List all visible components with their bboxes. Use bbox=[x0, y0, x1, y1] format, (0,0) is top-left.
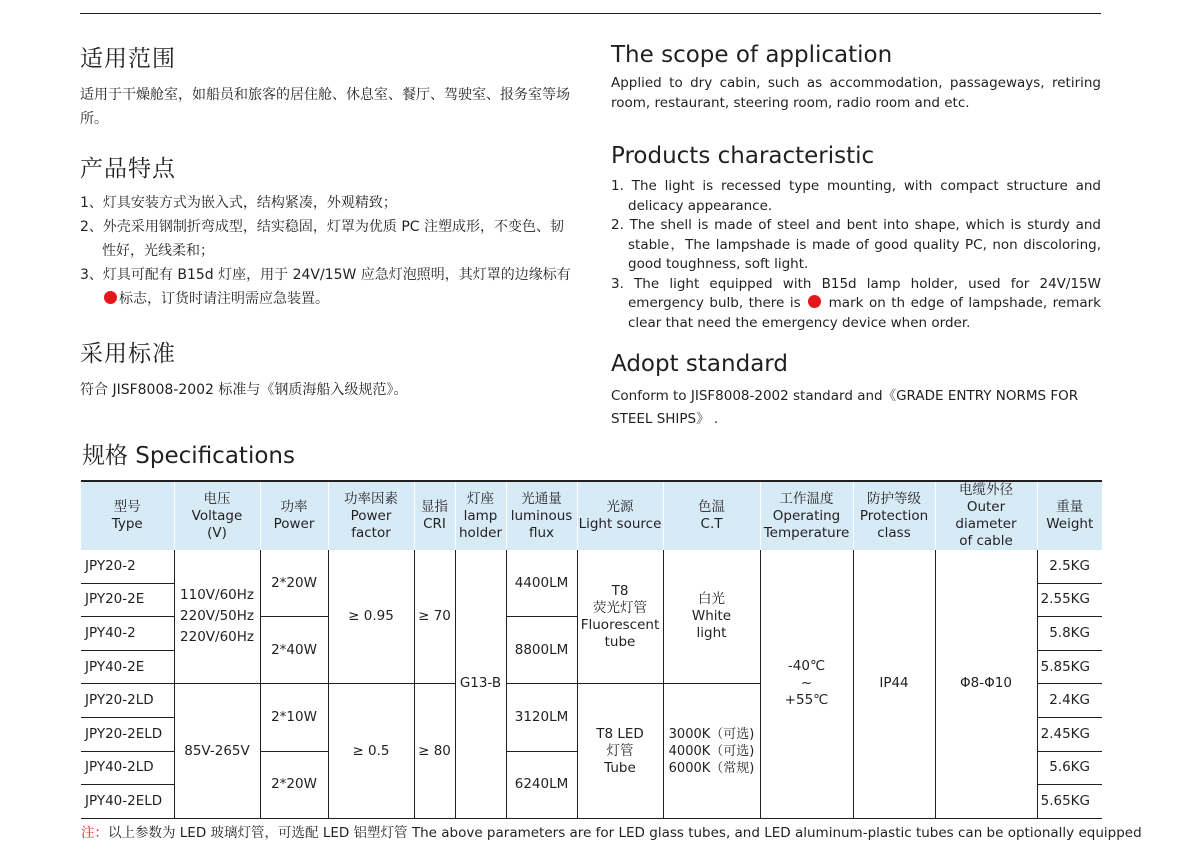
cell-light-source: T8 荧光灯管 Fluorescent tube bbox=[577, 550, 663, 684]
cell-type: JPY40-2ELD bbox=[81, 785, 174, 819]
col-header-weight: 重量 Weight bbox=[1037, 481, 1102, 550]
cell-weight: 5.85KG bbox=[1037, 650, 1102, 684]
col-header-color-temp: 色温 C.T bbox=[663, 481, 760, 550]
en-column bbox=[611, 42, 1101, 431]
standard-title-zh: 采用标准 bbox=[80, 341, 176, 367]
feature-item3-zh-a: 3、灯具可配有 B15d 灯座，用于 24V/15W 应急灯泡照明，其灯罩的边缘标有 bbox=[80, 267, 571, 283]
col-header-lamp-holder: 灯座 lamp holder bbox=[455, 481, 506, 550]
feature-item-zh: 1、灯具安装方式为嵌入式，结构紧凑，外观精致； bbox=[80, 195, 397, 211]
cell-light-source: T8 LED 灯管 Tube bbox=[577, 684, 663, 818]
feature-item3-en-b: mark on th edge of lampshade, remark clear that need the emergency device when order. bbox=[628, 295, 1101, 331]
col-header-power: 功率 Power bbox=[260, 481, 328, 550]
cell-weight: 2.5KG bbox=[1037, 550, 1102, 583]
table-row bbox=[81, 550, 1102, 583]
cell-flux: 8800LM bbox=[506, 617, 577, 684]
col-header-light-source: 光源 Light source bbox=[577, 481, 663, 550]
specifications-title: 规格 Specifications bbox=[82, 443, 295, 469]
standard-text-en: Conform to JISF8008-2002 standard and《GRADE ENTRY NORMS FOR STEEL SHIPS》 . bbox=[611, 388, 1079, 427]
cell-type: JPY40-2 bbox=[81, 617, 174, 651]
cell-weight: 2.55KG bbox=[1037, 583, 1102, 617]
scope-title-zh: 适用范围 bbox=[80, 46, 176, 72]
scope-text-en: Applied to dry cabin, such as accommodation, passageways, retiring room, restaurant, steering room, radio room and etc. bbox=[611, 75, 1101, 111]
col-header-protection: 防护等级 Protection class bbox=[853, 481, 935, 550]
feature-item-en: 2. The shell is made of steel and bent into shape, which is sturdy and stable，The lampshade is made of good quality PC, non discoloring, good toughness, soft light. bbox=[611, 217, 1101, 272]
footnote-label: 注： bbox=[81, 825, 108, 841]
col-header-cable: 电缆外径 Outer diameter of cable bbox=[935, 481, 1037, 550]
cell-weight: 2.4KG bbox=[1037, 684, 1102, 718]
footnote-text: 以上参数为 LED 玻璃灯管，可选配 LED 铝塑灯管 The above parameters are for LED glass tubes, and LED aluminum-plastic tubes can be optionally equipped bbox=[108, 825, 1142, 841]
cell-power: 2*40W bbox=[260, 617, 328, 684]
red-dot-mark-icon bbox=[104, 291, 117, 304]
cell-type: JPY20-2E bbox=[81, 583, 174, 617]
col-header-cri: 显指 CRI bbox=[414, 481, 455, 550]
feature-item-zh: 2、外壳采用钢制折弯成型，结实稳固，灯罩为优质 PC 注塑成形，不变色、韧性好，光线柔和； bbox=[80, 219, 565, 259]
scope-title-en: The scope of application bbox=[611, 42, 893, 68]
cell-weight: 2.45KG bbox=[1037, 717, 1102, 751]
col-header-power-factor: 功率因素 Power factor bbox=[328, 481, 414, 550]
cell-temperature: -40℃ ~ +55℃ bbox=[760, 550, 853, 818]
cell-weight: 5.8KG bbox=[1037, 617, 1102, 651]
specifications-table bbox=[81, 480, 1102, 819]
feature-item3-en-a: 3. The light equipped with B15d lamp holder, used for 24V/15W emergency bulb, there is bbox=[611, 275, 1101, 311]
cell-cri: ≥ 80 bbox=[414, 684, 455, 818]
cell-type: JPY40-2LD bbox=[81, 751, 174, 785]
cell-power: 2*20W bbox=[260, 550, 328, 617]
cell-power: 2*10W bbox=[260, 684, 328, 751]
feature-item-zh bbox=[80, 263, 575, 311]
cell-cri: ≥ 70 bbox=[414, 550, 455, 684]
col-header-voltage: 电压 Voltage (V) bbox=[174, 481, 260, 550]
table-header-row bbox=[81, 481, 1102, 550]
cell-flux: 6240LM bbox=[506, 751, 577, 818]
feature-item-en bbox=[611, 275, 1101, 334]
col-header-type: 型号 Type bbox=[81, 481, 174, 550]
feature-item-en: 1. The light is recessed type mounting, with compact structure and delicacy appearance. bbox=[611, 178, 1101, 214]
cell-power-factor: ≥ 0.95 bbox=[328, 550, 414, 684]
cell-lamp-holder: G13-B bbox=[455, 550, 506, 818]
cell-weight: 5.65KG bbox=[1037, 785, 1102, 819]
cell-cable: Φ8-Φ10 bbox=[935, 550, 1037, 818]
cell-color-temp: 白光 White light bbox=[663, 550, 760, 684]
cell-type: JPY20-2LD bbox=[81, 684, 174, 718]
top-rule bbox=[80, 13, 1101, 14]
cell-flux: 4400LM bbox=[506, 550, 577, 617]
red-dot-mark-icon bbox=[808, 295, 821, 308]
cell-power: 2*20W bbox=[260, 751, 328, 818]
standard-text-zh: 符合 JISF8008-2002 标准与《钢质海船入级规范》。 bbox=[80, 382, 408, 398]
cell-type: JPY20-2ELD bbox=[81, 717, 174, 751]
cell-type: JPY40-2E bbox=[81, 650, 174, 684]
standard-title-en: Adopt standard bbox=[611, 351, 788, 377]
features-title-en: Products characteristic bbox=[611, 143, 875, 169]
scope-text-zh: 适用于干燥舱室，如船员和旅客的居住舱、休息室、餐厅、驾驶室、报务室等场所。 bbox=[80, 87, 570, 127]
feature-item3-zh-b: 标志，订货时请注明需应急装置。 bbox=[119, 291, 329, 307]
cell-voltage: 85V-265V bbox=[174, 684, 260, 818]
col-header-temperature: 工作温度 Operating Temperature bbox=[760, 481, 853, 550]
col-header-flux: 光通量 luminous flux bbox=[506, 481, 577, 550]
features-title-zh: 产品特点 bbox=[80, 156, 176, 182]
cell-color-temp: 3000K（可选) 4000K（可选) 6000K（常规) bbox=[663, 684, 760, 818]
cell-voltage: 110V/60Hz 220V/50Hz 220V/60Hz bbox=[174, 550, 260, 684]
cell-type: JPY20-2 bbox=[81, 550, 174, 583]
cell-protection: IP44 bbox=[853, 550, 935, 818]
cell-power-factor: ≥ 0.5 bbox=[328, 684, 414, 818]
cell-weight: 5.6KG bbox=[1037, 751, 1102, 785]
footnote bbox=[81, 821, 1142, 841]
cell-flux: 3120LM bbox=[506, 684, 577, 751]
zh-column bbox=[80, 40, 575, 402]
